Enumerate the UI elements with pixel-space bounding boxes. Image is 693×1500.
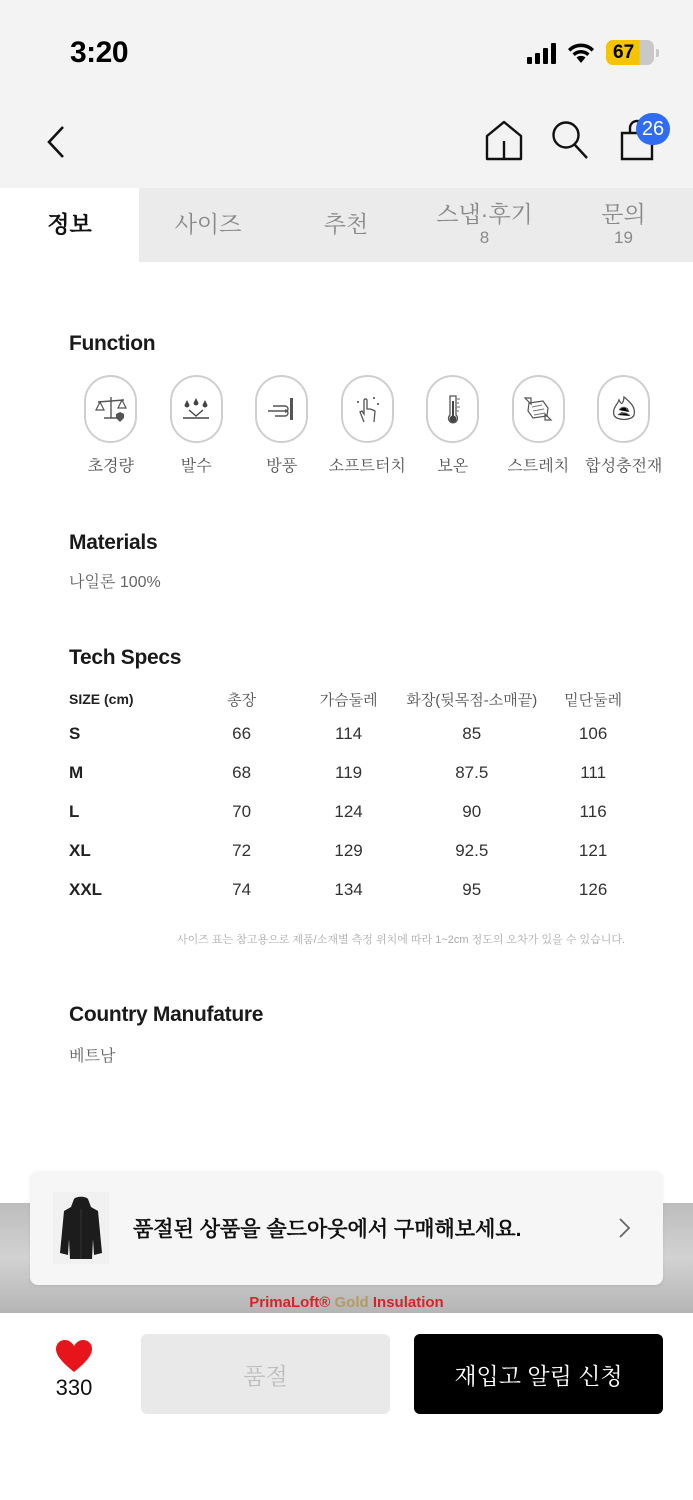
table-row xyxy=(69,753,649,792)
table-row xyxy=(69,714,649,753)
restock-alert-button[interactable]: 재입고 알림 신청 xyxy=(414,1334,663,1414)
function-label: 발수 xyxy=(180,458,212,475)
country-title: Country Manufature xyxy=(69,1003,264,1026)
table-cell: 66 xyxy=(232,723,252,743)
cellular-signal-icon xyxy=(527,42,556,64)
function-item xyxy=(154,375,240,476)
primaloft-caption: PrimaLoft® Gold Insulation xyxy=(249,1294,444,1311)
synthetic-fill-icon xyxy=(607,394,641,424)
function-item xyxy=(325,375,411,476)
thermometer-icon xyxy=(436,392,470,426)
tab-info[interactable] xyxy=(0,188,139,262)
table-cell: 124 xyxy=(334,801,363,821)
status-icons xyxy=(527,40,659,65)
tab-label: 정보 xyxy=(47,211,92,238)
table-cell: 134 xyxy=(334,879,363,899)
tab-count: 8 xyxy=(479,228,490,248)
bottom-action-bar xyxy=(0,1313,693,1500)
table-cell: 85 xyxy=(462,723,482,743)
tab-snap-review[interactable] xyxy=(415,188,554,262)
tab-label: 스냅·후기 xyxy=(436,201,533,227)
chevron-left-icon xyxy=(45,125,67,159)
table-cell: 95 xyxy=(462,879,482,899)
function-item xyxy=(68,375,154,476)
table-cell: 119 xyxy=(335,762,363,782)
function-item xyxy=(496,375,582,476)
tab-label: 추천 xyxy=(323,211,369,238)
function-item xyxy=(410,375,496,476)
cart-count-badge: 26 xyxy=(636,113,670,145)
table-cell: 90 xyxy=(462,801,482,821)
table-row xyxy=(69,831,649,870)
size-cell: M xyxy=(69,762,84,782)
size-table-note: 사이즈 표는 참고용으로 제품/소재별 측정 위치에 따라 1~2cm 정도의 오차가 있을 수 있습니다. xyxy=(176,934,625,946)
battery-tip xyxy=(656,49,659,57)
home-button[interactable] xyxy=(482,118,526,162)
materials-title: Materials xyxy=(69,531,158,554)
like-count: 330 xyxy=(55,1375,93,1400)
table-row xyxy=(69,870,649,909)
function-label: 방풍 xyxy=(266,458,298,475)
table-cell: 74 xyxy=(232,879,252,899)
soldout-banner-text: 품절된 상품을 솔드아웃에서 구매해보세요. xyxy=(133,1218,522,1241)
search-button[interactable] xyxy=(548,118,592,162)
column-header: SIZE (cm) xyxy=(69,691,134,707)
table-cell: 106 xyxy=(578,723,608,743)
tab-label: 문의 xyxy=(601,201,646,227)
materials-value: 나일론 100% xyxy=(69,574,161,591)
function-label: 스트레치 xyxy=(507,458,570,475)
soldout-marketplace-banner[interactable] xyxy=(30,1171,663,1285)
table-cell: 70 xyxy=(232,801,252,821)
table-cell: 121 xyxy=(578,840,608,860)
function-title: Function xyxy=(69,332,156,355)
function-list xyxy=(68,375,667,476)
function-label: 초경량 xyxy=(87,458,134,475)
column-header: 총장 xyxy=(227,691,257,709)
status-time: 3:20 xyxy=(70,36,129,69)
tab-inquiry[interactable] xyxy=(554,188,693,262)
table-cell: 68 xyxy=(232,762,252,782)
table-row xyxy=(69,792,649,831)
table-cell: 129 xyxy=(334,840,363,860)
column-header: 가슴둘레 xyxy=(319,691,378,709)
battery-level: 67 xyxy=(606,40,654,65)
product-thumbnail xyxy=(53,1192,109,1264)
battery-indicator xyxy=(606,40,659,65)
search-icon xyxy=(550,119,590,161)
size-cell: XXL xyxy=(69,879,103,899)
table-cell: 87.5 xyxy=(455,762,489,782)
stretch-icon xyxy=(521,394,555,424)
tab-count: 19 xyxy=(614,228,633,248)
function-item xyxy=(239,375,325,476)
country-value: 베트남 xyxy=(69,1048,116,1065)
table-cell: 111 xyxy=(580,762,607,782)
water-drops-icon xyxy=(179,394,213,424)
tab-recommend[interactable] xyxy=(277,188,415,262)
column-header: 밑단둘레 xyxy=(564,691,623,709)
heart-icon xyxy=(55,1339,93,1373)
soldout-button[interactable]: 품절 xyxy=(141,1334,390,1414)
status-bar xyxy=(0,0,693,100)
tech-specs-title: Tech Specs xyxy=(69,646,182,669)
tab-label: 사이즈 xyxy=(174,211,242,238)
column-header: 화장(뒷목점-소매끝) xyxy=(406,691,538,709)
function-label: 합성충전재 xyxy=(585,458,663,475)
like-button[interactable] xyxy=(46,1339,102,1401)
top-nav-bar xyxy=(0,100,693,188)
scale-icon xyxy=(94,394,128,424)
table-cell: 126 xyxy=(578,879,608,899)
table-header-row xyxy=(69,684,649,714)
function-label: 소프트터치 xyxy=(328,458,406,475)
jacket-image-icon xyxy=(58,1195,104,1261)
table-cell: 114 xyxy=(335,723,363,743)
chevron-right-icon xyxy=(618,1217,632,1239)
size-spec-table xyxy=(69,684,649,909)
size-cell: XL xyxy=(69,840,91,860)
table-cell: 116 xyxy=(579,801,607,821)
finger-touch-icon xyxy=(350,394,384,424)
home-icon xyxy=(484,119,524,161)
wind-icon xyxy=(265,394,299,424)
wifi-icon xyxy=(566,42,596,64)
size-cell: L xyxy=(69,801,80,821)
product-tabs xyxy=(0,188,693,262)
tab-size[interactable] xyxy=(139,188,277,262)
function-label: 보온 xyxy=(437,458,469,475)
table-cell: 72 xyxy=(232,840,252,860)
size-cell: S xyxy=(69,723,81,743)
back-button[interactable] xyxy=(38,120,74,164)
table-cell: 92.5 xyxy=(455,840,489,860)
function-item xyxy=(581,375,667,476)
